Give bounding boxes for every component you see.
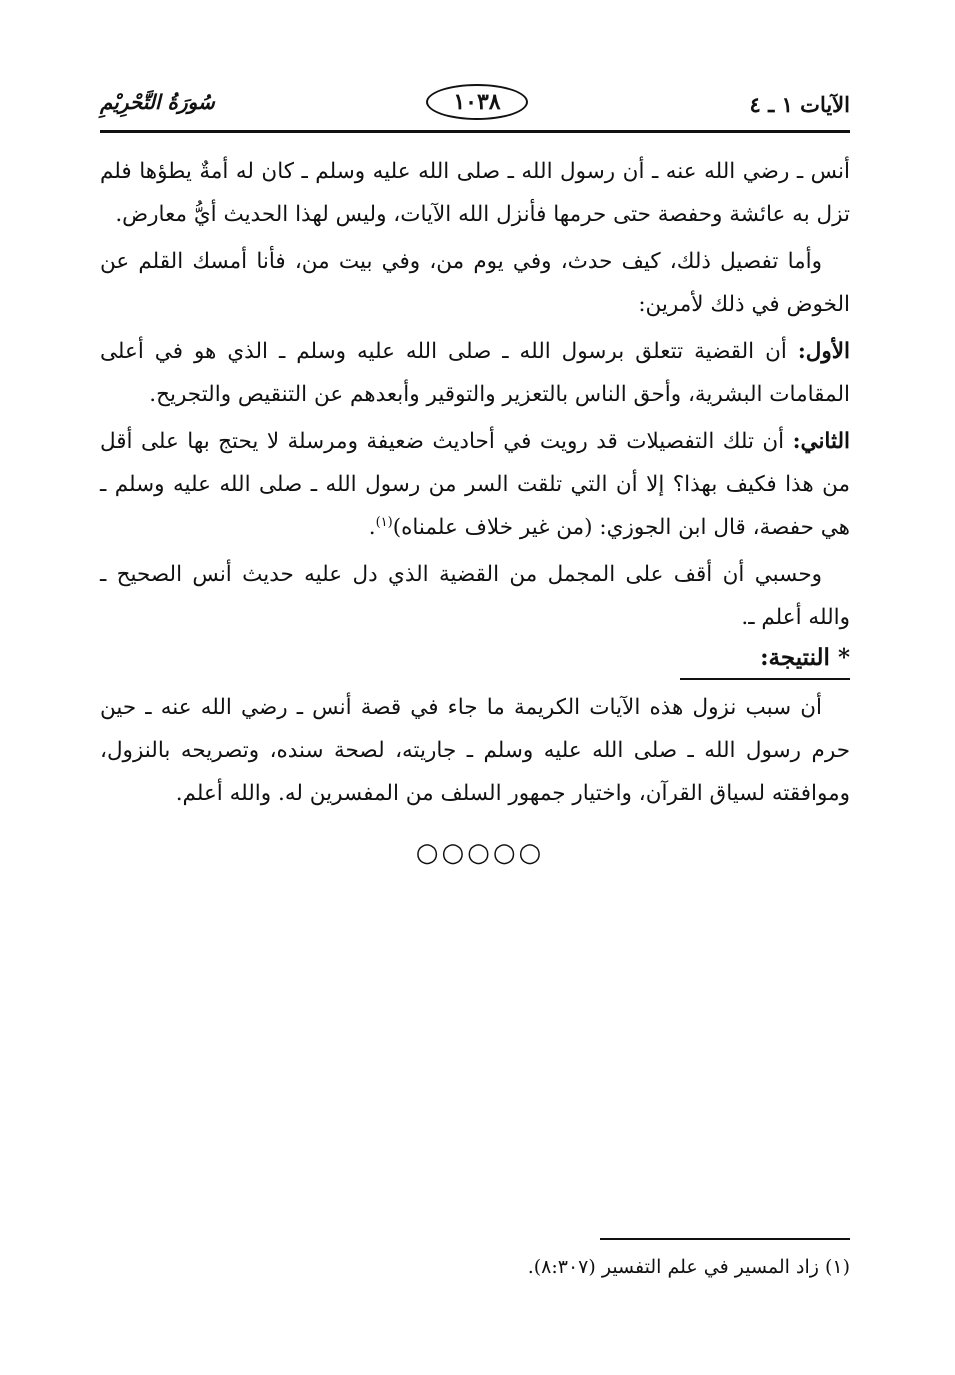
section-end-ornament: ○○○○○ [415, 838, 545, 868]
footnote-reference[interactable]: (١) [375, 514, 393, 530]
footnote-divider [600, 1238, 850, 1240]
header-divider [100, 130, 850, 133]
paragraph-2: وأما تفصيل ذلك، كيف حدث، وفي يوم من، وفي بيت من، فأنا أمسك القلم عن الخوض في ذلك لأمرين: [100, 249, 850, 317]
page-number: ١٠٣٨ [426, 84, 528, 120]
page-header [100, 82, 850, 130]
main-text [100, 150, 850, 643]
paragraph-4-end: . [368, 515, 376, 540]
paragraph-5: وحسبي أن أقف على المجمل من القضية الذي دل عليه حديث أنس الصحيح ـ والله أعلم ـ. [100, 562, 850, 630]
paragraph-3-text: أن القضية تتعلق برسول الله ـ صلى الله عليه وسلم ـ الذي هو في أعلى المقامات البشرية، وأحق الناس بالتعزير والتوقير وأبعدهم عن التنقيص والتجريح. [100, 339, 850, 407]
paragraph-3 [100, 330, 850, 416]
paragraph-4 [100, 420, 850, 549]
surah-title: سُورَةُ التَّحْرِيْمِ [100, 90, 215, 114]
paragraph-1: أنس ـ رضي الله عنه ـ أن رسول الله ـ صلى الله عليه وسلم ـ كان له أمةٌ يطؤها فلم تزل به عائشة وحفصة حتى حرمها فأنزل الله الآيات، وليس لهذا الحديث أيُّ معارض. [100, 159, 850, 227]
paragraph-3-lead: الأول: [797, 339, 850, 364]
footnote: (١) زاد المسير في علم التفسير (٨:٣٠٧). [527, 1256, 850, 1278]
paragraph-4-lead: الثاني: [792, 429, 850, 454]
result-section [100, 686, 850, 815]
verses-range: الآيات ١ ـ ٤ [749, 92, 850, 117]
result-text: أن سبب نزول هذه الآيات الكريمة ما جاء في قصة أنس ـ رضي الله عنه ـ حين حرم رسول الله ـ صلى الله عليه وسلم ـ جاريته، لصحة سنده، وتصريحه بالنزول، وموافقته لسياق القرآن، واختيار جمهور السلف من المفسرين له. والله أعلم. [100, 695, 850, 806]
result-heading-underline [680, 678, 850, 680]
paragraph-4-text: أن تلك التفصيلات قد رويت في أحاديث ضعيفة ومرسلة لا يحتج بها على أقل من هذا فكيف بهذا؟ إلا أن التي تلقت السر من رسول الله ـ صلى الله عليه وسلم ـ هي حفصة، قال ابن الجوزي: (من غير خلاف علمناه) [100, 429, 850, 540]
result-heading: * النتيجة: [760, 644, 850, 671]
